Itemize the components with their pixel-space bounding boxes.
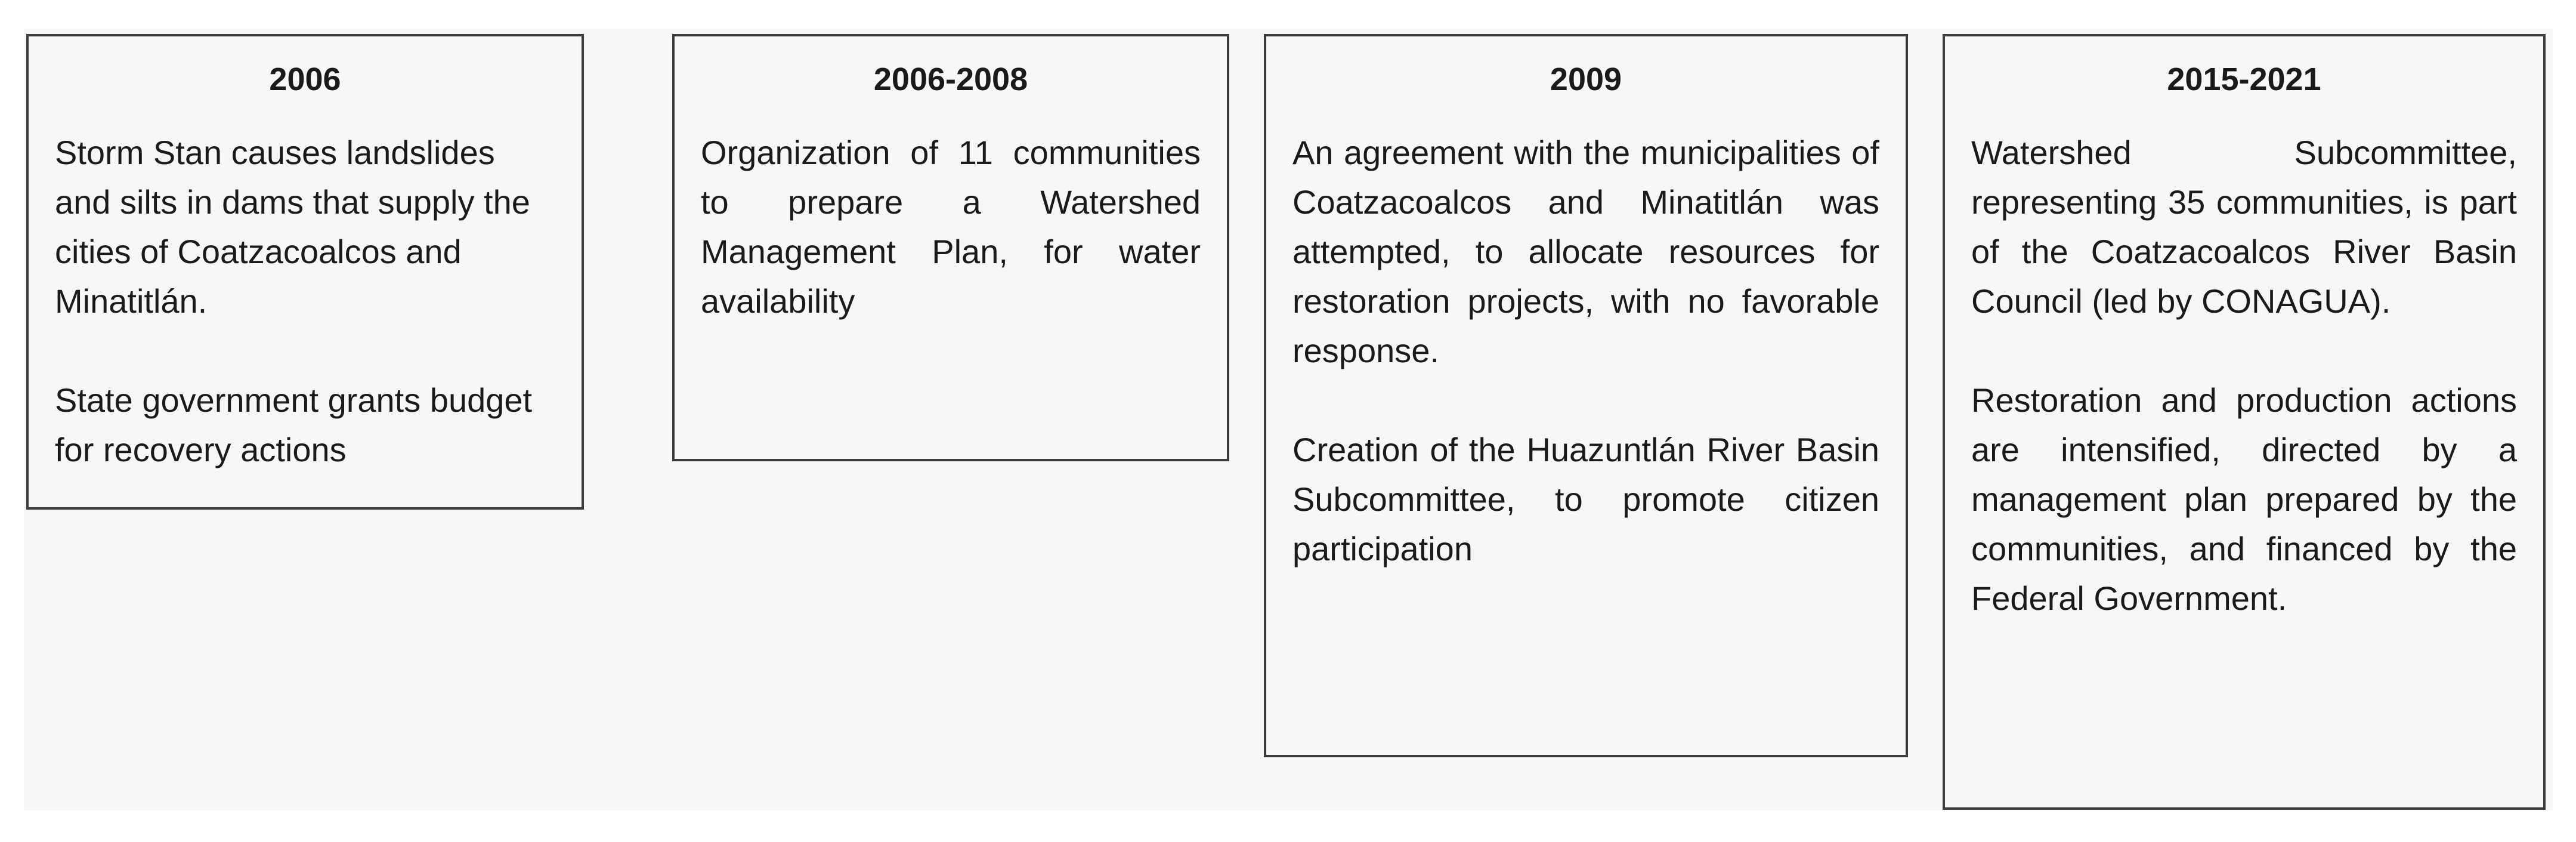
timeline-card-2006-2008 bbox=[672, 34, 1229, 461]
card-paragraph: Storm Stan causes landslides and silts in dams that supply the cities of Coatzacoalcos and Minatitlán. bbox=[55, 133, 530, 320]
card-period-heading: 2009 bbox=[1550, 61, 1622, 97]
card-paragraph: An agreement with the municipalities of Coatzacoalcos and Minatitlán was attempted, to allocate resources for restoration projects, with no favorable response. bbox=[1292, 133, 1879, 369]
timeline-card-2006 bbox=[26, 34, 584, 510]
card-paragraph: Restoration and production actions are intensified, directed by a management plan prepared by the communities, and financed by the Federal Government. bbox=[1971, 381, 2517, 617]
card-paragraph: Watershed Subcommittee, representing 35 communities, is part of the Coatzacoalcos River Basin Council (led by CONAGUA). bbox=[1971, 133, 2517, 320]
card-paragraph: Organization of 11 communities to prepare a Watershed Management Plan, for water availability bbox=[701, 133, 1201, 320]
card-paragraph: State government grants budget for recovery actions bbox=[55, 381, 533, 468]
card-period-heading: 2015-2021 bbox=[2167, 61, 2321, 97]
card-paragraph: Creation of the Huazuntlán River Basin Subcommittee, to promote citizen participation bbox=[1292, 430, 1879, 567]
timeline-card-2015-2021 bbox=[1943, 34, 2546, 810]
card-period-heading: 2006 bbox=[269, 61, 341, 97]
card-period-heading: 2006-2008 bbox=[873, 61, 1028, 97]
timeline-card-2009 bbox=[1264, 34, 1908, 757]
